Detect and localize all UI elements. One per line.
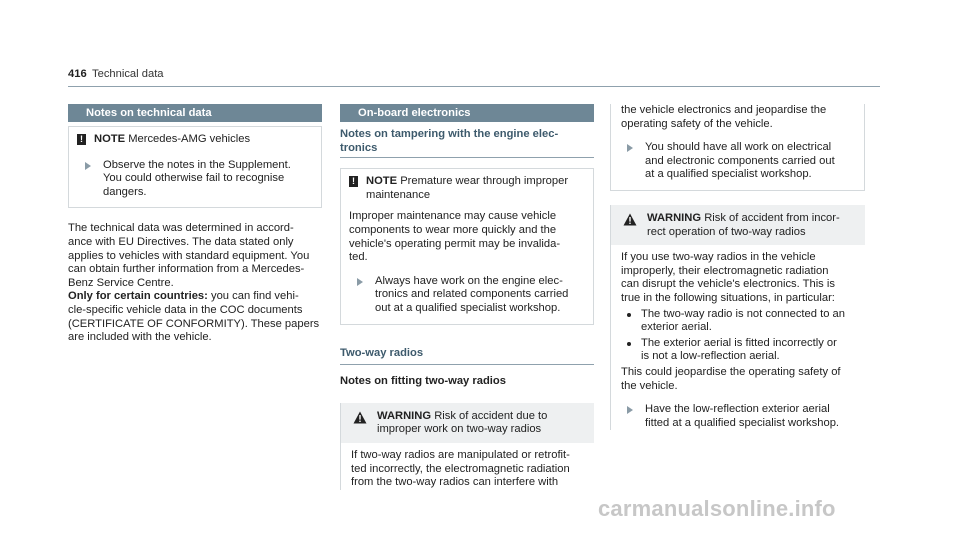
text-line: ance with EU Directives. The data stated only [68,235,294,248]
text-line: vehicle's operating permit may be invalida- [349,237,561,250]
text-line: operating safety of the vehicle. [621,117,773,130]
text-line: maintenance [366,188,431,201]
section-title-onboard-electronics: On-board electronics [340,104,594,122]
note-text: Mercedes-AMG vehicles [128,133,251,145]
text-line: out at a qualified specialist workshop. [375,301,561,314]
column-1 [68,104,322,345]
text-line: You could otherwise fail to recognise [103,172,285,185]
bullet-item [627,337,857,364]
warning-label: WARNING [377,409,432,422]
text-line: the vehicle electronics and jeopardise the [621,104,827,116]
countries-label: Only for certain countries: [68,290,208,303]
text-line: are included with the vehicle. [68,331,212,344]
text-line: Improper maintenance may cause vehicle [349,210,557,223]
column-3 [610,104,865,430]
warning-box-improper-work [340,403,594,490]
text-line: The exterior aerial is fitted incorrectly or [641,336,837,349]
bullet-item [627,308,857,335]
text-line: at a qualified specialist workshop. [645,168,812,181]
text-line: can disrupt the vehicle's electronics. This is [621,278,835,291]
sub-heading-fitting: Notes on fitting two-way radios [340,375,506,388]
warning-body [341,443,594,490]
bullet-dot [627,342,631,346]
text-line: ted incorrectly, the electromagnetic radiation [351,462,570,475]
text-line: is not a low-reflection aerial. [641,350,780,363]
warning-header [611,205,865,245]
text-line: Have the low-reflection exterior aerial [645,403,830,416]
watermark: carmanualsonline.info [598,496,836,521]
text-line: cle-specific vehicle data in the COC documents [68,303,303,316]
text-line: Observe the notes in the Supplement. [103,158,291,171]
text-line: you can find vehi- [207,290,299,303]
note-instruction [85,159,313,200]
warning-triangle-icon [353,411,367,424]
text-line: You should have all work on electrical [645,141,832,154]
page-number: 416 [68,68,87,80]
text-line: Premature wear through improper [400,175,569,188]
warning-instruction [627,141,856,182]
text-line: the vehicle. [621,379,678,392]
text-line: improperly, their electromagnetic radiation [621,264,829,277]
column-2 [340,104,594,490]
note-label: NOTE [94,133,126,145]
note-instruction [357,275,585,316]
warning-label: WARNING [647,211,702,224]
warning-continuation [610,104,865,191]
text-line: If you use two-way radios in the vehicle [621,251,816,264]
warning-body [611,245,865,430]
page-header [68,62,880,87]
text-line: (CERTIFICATE OF CONFORMITY). These papers [68,317,320,330]
text-line: components to wear more quickly and the [349,223,557,236]
text-line: Always have work on the engine elec- [375,274,563,287]
note-header [349,175,585,202]
note-header [77,133,313,147]
note-box-amg [68,126,322,208]
text-line: Benz Service Centre. [68,276,174,289]
text-line: tronics and related components carried [375,288,569,301]
warning-instruction [627,403,857,430]
text-line: Notes on tampering with the engine elec- [340,128,559,140]
text-line: ted. [349,251,368,264]
note-label: NOTE [366,175,398,188]
note-box-maintenance [340,168,594,324]
page-title: Technical data [92,68,164,80]
arrow-right-icon [85,162,91,170]
text-line: and electronic components carried out [645,154,835,167]
text-line: tronics [340,141,378,154]
text-line: rect operation of two-way radios [647,225,806,238]
text-line: The two-way radio is not connected to an [641,307,845,320]
text-line: The technical data was determined in accord- [68,222,294,235]
text-line: exterior aerial. [641,321,712,334]
exclamation-icon: ! [349,176,358,187]
text-line: from the two-way radios can interfere with [351,476,559,489]
text-line: If two-way radios are manipulated or retrofit- [351,448,570,461]
text-line: can obtain further information from a Mercedes- [68,263,305,276]
text-line: fitted at a qualified specialist workshop. [645,416,840,429]
arrow-right-icon [627,406,633,414]
warning-header [341,403,594,443]
text-line: Risk of accident due to [434,409,548,422]
exclamation-icon: ! [77,134,86,145]
text-line: true in the following situations, in particular: [621,291,835,304]
warning-triangle-icon [623,213,637,226]
section-title-technical-data: Notes on technical data [68,104,322,122]
sub-heading-two-way-radios: Two-way radios [340,347,594,366]
sub-heading-tampering [340,128,594,158]
arrow-right-icon [627,144,633,152]
text-line: This could jeopardise the operating safety of [621,365,841,378]
text-line: improper work on two-way radios [377,423,542,436]
warning-box-incorrect-operation [610,205,865,430]
text-line: applies to vehicles with standard equipment. You [68,249,310,262]
bullet-dot [627,313,631,317]
text-line: Risk of accident from incor- [704,211,840,224]
text-line: dangers. [103,185,147,198]
note-body [349,210,585,264]
arrow-right-icon [357,278,363,286]
paragraph-technical-data [68,222,322,344]
